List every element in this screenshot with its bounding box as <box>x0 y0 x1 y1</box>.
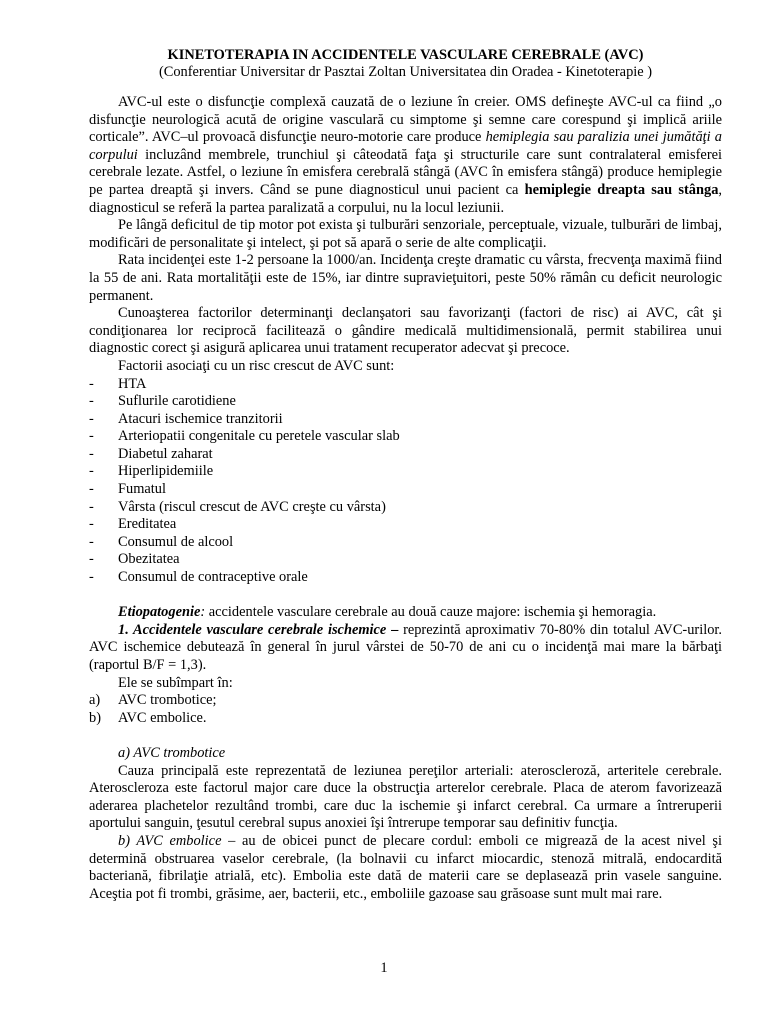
risk-factors-list <box>89 376 722 587</box>
etiopatogenie-label: Etiopatogenie <box>118 604 201 621</box>
paragraph-deficits: Pe lângă deficitul de tip motor pot exista şi tulburări senzoriale, perceptuale, vizuale, tulburări de limbaj, modificări de personalitate şi intelect, şi pot să apară o serie de alte complicaţii. <box>89 217 722 251</box>
section-ischemice-paragraph <box>89 622 722 675</box>
paragraph-incidence: Rata incidenţei este 1-2 persoane la 1000/an. Incidenţa creşte dramatic cu vârsta, frecvenţa maximă fiind la 55 de ani. Rata mortalităţii este de 15%, iar dintre supravieţuitori, peste 50% rămân cu deficit neurologic permanent. <box>89 252 722 304</box>
intro-text-3: , diagnosticul se referă la partea paralizată a corpului, nu la locul leziunii. <box>89 181 723 216</box>
list-dash: - <box>89 445 94 462</box>
list-marker: b) <box>89 709 101 726</box>
trombotice-paragraph: Cauza principală este reprezentată de leziunea pereţilor arteriali: ateroscleroză, arteritele cerebrale. Ateroscleroza este factorul major care duce la obstrucţia arterelor cerebrale. Placa de aterom favorizează aderarea plachetelor rezultând trombi, care duc la ischemie şi infarct cerebral. Ca urmare a întreruperii aportului sanguin, ţesutul cerebral supus anoxiei îşi întrerupe temporar sau definitiv funcţia. <box>89 762 722 832</box>
list-item: - Vârsta (riscul crescut de AVC creşte cu vârsta) <box>89 498 386 515</box>
intro-bold-hemiplegie: hemiplegie dreapta sau stânga <box>524 181 719 198</box>
trombotice-heading: a) AVC trombotice <box>118 744 226 761</box>
intro-paragraph <box>89 94 722 217</box>
list-item: - Consumul de alcool <box>89 533 234 550</box>
document-subtitle: (Conferentiar Universitar dr Pasztai Zoltan Universitatea din Oradea - Kinetoterapie ) <box>158 64 653 80</box>
document-title: KINETOTERAPIA IN ACCIDENTELE VASCULARE CEREBRALE (AVC) <box>167 47 644 63</box>
list-item: - Atacuri ischemice tranzitorii <box>89 410 283 427</box>
document-body <box>89 47 722 903</box>
spacer <box>89 587 722 605</box>
list-item: - Fumatul <box>89 481 166 498</box>
intro-text-2: incluzând membrele, trunchiul şi câteodată faţa şi structurile care sunt contralateral emisferei cerebrale lezate. Astfel, o leziune în emisfera cerebrală stângă (AVC în emisfera stângă) produce hemiplegie pe partea dreaptă şi invers. Când se pune diagnosticul unui pacient ca <box>89 146 722 198</box>
list-dash: - <box>89 533 94 550</box>
list-item: - Arteriopatii congenitale cu peretele vascular slab <box>89 428 400 445</box>
list-dash: - <box>89 410 94 427</box>
list-item: - Suflurile carotidiene <box>89 393 236 410</box>
subtypes-list <box>89 692 722 727</box>
list-item: - Hiperlipidemiile <box>89 463 214 480</box>
list-dash: - <box>89 463 94 480</box>
embolice-text: – au de obicei punct de plecare cordul: emboli ce migrează de la acest nivel şi determină obstruarea vaselor cerebrale, (la bolnavii cu infarct miocardic, stenoză mitrală, endocardită bacteriană, fibrilaţie atrială, etc). Embolia este dată de materii care se deplasează prin vasele sanguine. Aceştia pot fi trombi, grăsime, aer, bacterii, etc., emboliile gazoase sau grăsoase sunt mult mai rare. <box>89 832 723 902</box>
embolice-heading: b) AVC embolice <box>118 832 222 849</box>
paragraph-risk-factors-intro: Cunoaşterea factorilor determinanţi declanşatori sau favorizanţi (factori de risc) ai AVC, cât şi condiţionarea lor reciprocă facilitează o gândire medicală multidimensională, permit stabilirea unui diagnostic corect şi asigură aplicarea unui tratament recuperator adecvat şi precoce. <box>89 305 722 357</box>
section-ischemice-dash: – <box>386 621 404 638</box>
list-item: - Ereditatea <box>89 516 177 533</box>
list-dash: - <box>89 498 94 515</box>
list-dash: - <box>89 551 94 568</box>
section-ischemice-heading: 1. Accidentele vasculare cerebrale ischemice <box>118 621 387 638</box>
spacer <box>89 727 722 745</box>
section-ischemice-text: reprezintă aproximativ 70-80% din totalul AVC-urilor. AVC ischemice debutează în general în jurul vârstei de 50-70 de ani cu o incidenţă mai mare la bărbaţi (raportul B/F = 1,3). <box>89 621 722 673</box>
list-marker: a) <box>89 692 101 709</box>
risk-factors-heading: Factorii asociaţi cu un risc crescut de AVC sunt: <box>118 357 395 374</box>
list-item: - HTA <box>89 375 147 392</box>
intro-text-1: AVC-ul este o disfuncţie complexă cauzată de o leziune în creier. OMS defineşte AVC-ul ca fiind „o disfuncţie neurologică acută de origine vasculară cu simptome şi semne care corespund şi implică ariile corticale”. AVC–ul provoacă disfuncţie neuro-motorie care produce <box>89 94 722 146</box>
list-dash: - <box>89 569 94 586</box>
list-dash: - <box>89 516 94 533</box>
embolice-paragraph <box>89 833 722 903</box>
etiopatogenie-paragraph <box>89 604 722 622</box>
list-dash: - <box>89 393 94 410</box>
list-dash: - <box>89 375 94 392</box>
etiopatogenie-colon: : <box>200 604 206 621</box>
list-dash: - <box>89 428 94 445</box>
intro-italic-hemiplegia: hemiplegia sau paralizia unei jumătăţi a corpului <box>89 129 722 163</box>
etiopatogenie-text: accidentele vasculare cerebrale au două cauze majore: ischemia şi hemoragia. <box>205 604 657 621</box>
list-item: a) AVC trombotice; <box>89 692 217 709</box>
list-dash: - <box>89 481 94 498</box>
list-item: - Diabetul zaharat <box>89 445 213 462</box>
list-item: - Obezitatea <box>89 551 180 568</box>
list-item: b) AVC embolice. <box>89 709 207 726</box>
subtypes-intro: Ele se subîmpart în: <box>118 674 233 691</box>
page-number: 1 <box>380 960 388 976</box>
list-item: - Consumul de contraceptive orale <box>89 569 308 586</box>
